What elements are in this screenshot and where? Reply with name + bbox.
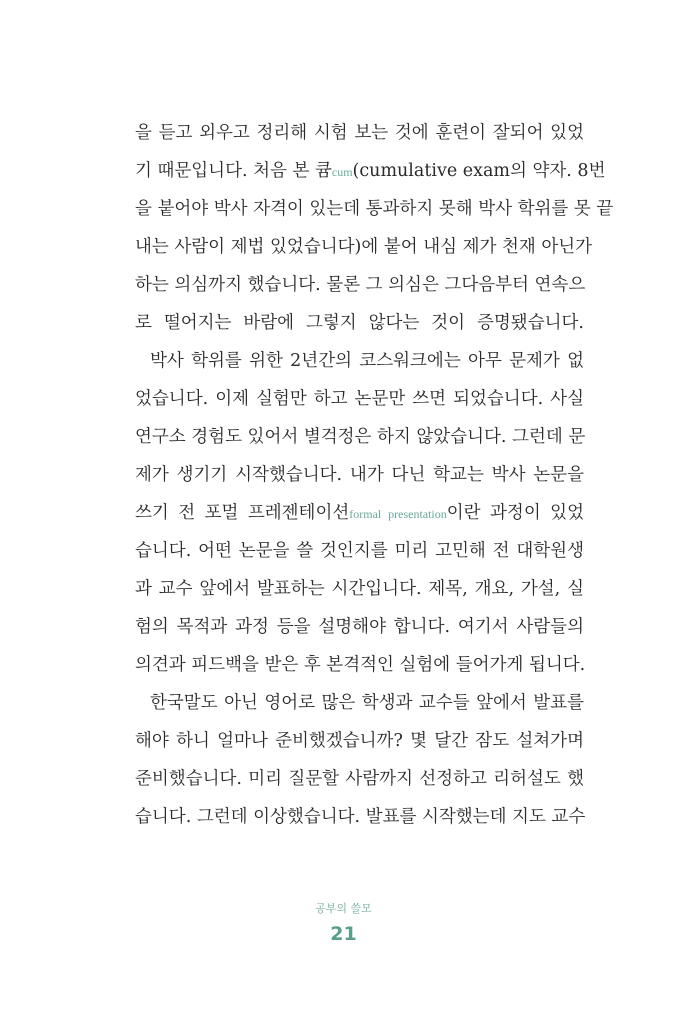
text-segment: 해야 하니 얼마나 준비했겠습니까? 몇 달간 잠도 설쳐가며 bbox=[135, 731, 584, 751]
text-segment: 습니다. 어떤 논문을 쓸 것인지를 미리 고민해 전 대학원생 bbox=[135, 541, 584, 561]
text-line bbox=[135, 726, 584, 764]
text-segment: 연구소 경험도 있어서 별걱정은 하지 않았습니다. 그런데 문 bbox=[135, 427, 586, 447]
body-text bbox=[135, 118, 614, 840]
text-line bbox=[135, 422, 584, 460]
text-line bbox=[135, 384, 584, 422]
text-segment: 쓰기 전 포멀 프레젠테이션 bbox=[135, 503, 350, 523]
text-segment: 준비했습니다. 미리 질문할 사람까지 선정하고 리허설도 했 bbox=[135, 769, 584, 789]
text-segment: 험의 목적과 과정 등을 설명해야 합니다. 여기서 사람들의 bbox=[135, 617, 584, 637]
text-line bbox=[135, 270, 584, 308]
text-segment: 기 때문입니다. 처음 본 큠 bbox=[135, 161, 332, 181]
text-segment: 의견과 피드백을 받은 후 본격적인 실험에 들어가게 됩니다. bbox=[135, 655, 586, 675]
inline-annotation: formal presentation bbox=[349, 507, 447, 521]
text-segment: 박사 학위를 위한 2년간의 코스워크에는 아무 문제가 없 bbox=[150, 351, 584, 371]
page-number: 21 bbox=[330, 923, 357, 945]
text-line bbox=[135, 308, 584, 346]
text-line bbox=[135, 232, 593, 270]
running-footer-title: 공부의 쓸모 bbox=[315, 902, 372, 915]
text-line bbox=[135, 118, 584, 156]
text-line bbox=[135, 688, 584, 726]
text-line bbox=[135, 536, 584, 574]
text-segment: 제가 생기기 시작했습니다. 내가 다닌 학교는 박사 논문을 bbox=[135, 465, 584, 485]
text-line bbox=[135, 650, 584, 688]
text-line bbox=[135, 574, 584, 612]
text-line bbox=[135, 194, 614, 232]
text-segment: 을 듣고 외우고 정리해 시험 보는 것에 훈련이 잘되어 있었 bbox=[135, 123, 584, 143]
text-line bbox=[135, 346, 584, 384]
text-line bbox=[135, 498, 584, 536]
text-segment: 을 붙어야 박사 자격이 있는데 통과하지 못해 박사 학위를 못 끝 bbox=[135, 199, 614, 219]
text-segment: 로 떨어지는 바람에 그렇지 않다는 것이 증명됐습니다. bbox=[135, 313, 584, 333]
text-line bbox=[135, 156, 606, 194]
text-line bbox=[135, 764, 584, 802]
text-line bbox=[135, 460, 584, 498]
text-line bbox=[135, 612, 584, 650]
text-segment: 내는 사람이 제법 있었습니다)에 붙어 내심 제가 천재 아닌가 bbox=[135, 237, 593, 257]
text-line bbox=[135, 802, 584, 840]
text-segment: 었습니다. 이제 실험만 하고 논문만 쓰면 되었습니다. 사실 bbox=[135, 389, 584, 409]
text-segment: (cumulative exam의 약자. 8번 bbox=[352, 161, 606, 181]
text-segment: 과 교수 앞에서 발표하는 시간입니다. 제목, 개요, 가설, 실 bbox=[135, 579, 584, 599]
text-segment: 하는 의심까지 했습니다. 물론 그 의심은 그다음부터 연속으 bbox=[135, 275, 586, 295]
text-segment: 이란 과정이 있었 bbox=[446, 503, 584, 523]
text-segment: 한국말도 아닌 영어로 많은 학생과 교수들 앞에서 발표를 bbox=[150, 693, 584, 713]
inline-annotation: cum bbox=[331, 165, 353, 179]
text-segment: 습니다. 그런데 이상했습니다. 발표를 시작했는데 지도 교수 bbox=[135, 807, 586, 827]
